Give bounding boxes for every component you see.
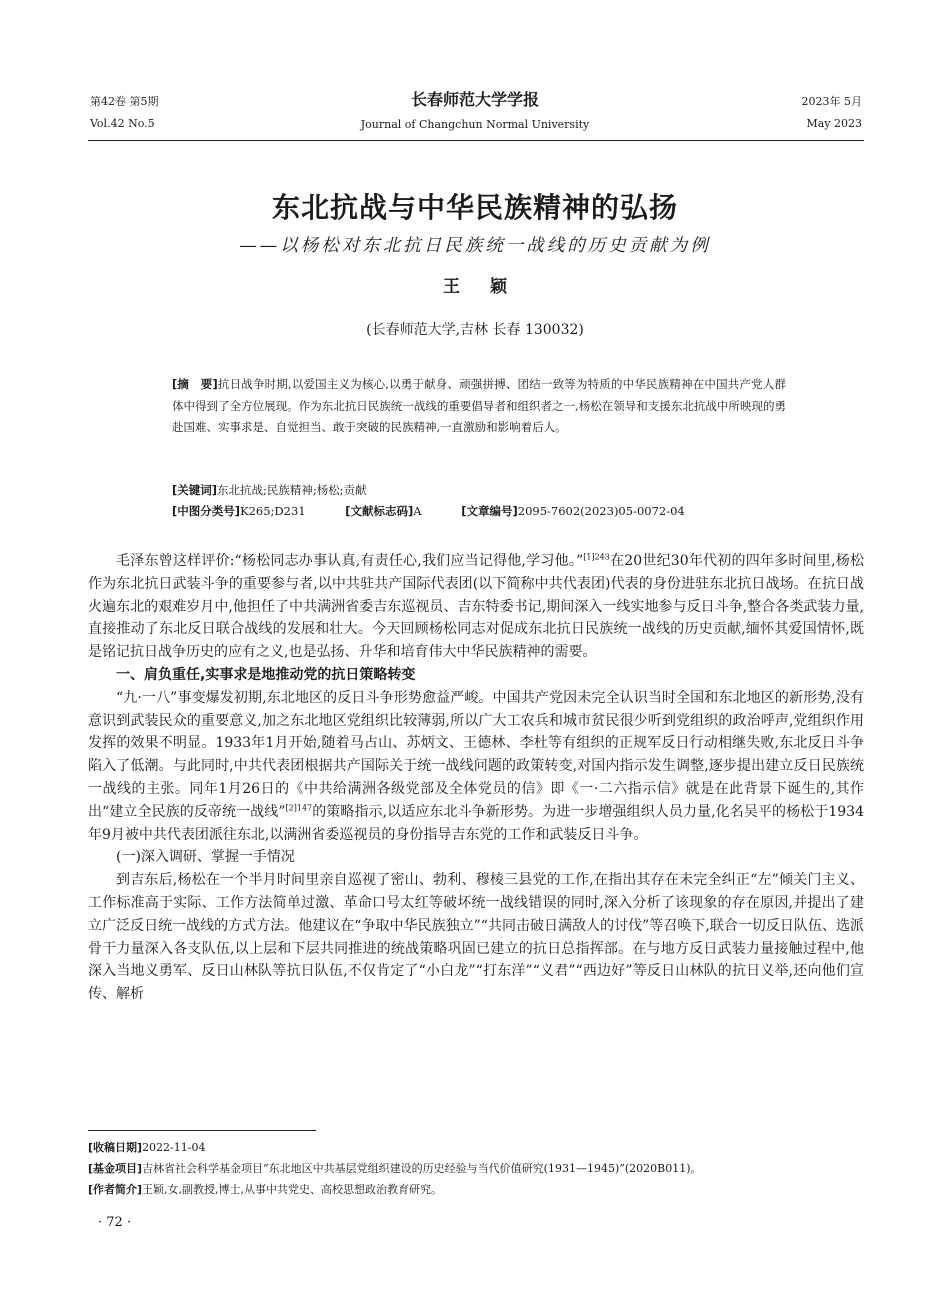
abstract-text: 抗日战争时期,以爱国主义为核心,以勇于献身、顽强拼搏、团结一致等为特质的中华民族精神在中国共产党人群体中得到了全方位展现。作为东北抗日民族统一战线的重要倡导者和组织者之一,杨松在领导和支援东北抗战中所映现的勇赴国难、实事求是、自觉担当、敢于突破的民族精神,一直激励和影响着后人。	[172, 377, 786, 434]
fund-label: [基金项目]	[88, 1162, 143, 1175]
keywords-row	[172, 480, 685, 501]
article-meta	[172, 480, 685, 522]
date-cn: 2023年 5月	[801, 95, 862, 108]
paragraph-text: “九·一八”事变爆发初期,东北地区的反日斗争形势愈益严峻。中国共产党因未完全认识当时全国和东北地区的新形势,没有意识到武装民众的重要意义,加之东北地区党组织比较薄弱,所以广大工农兵和城市贫民很少听到党组织的政治呼声,党组织作用发挥的效果不明显。1933年1月开始,随着马占山、苏炳文、王德林、李杜等有组织的正规军反日行动相继失败,东北反日斗争陷入了低潮。与此同时,中共代表团根据共产国际关于统一战线问题的政策转变,对国内指示发生调整,逐步提出建立反日民族统一战线的主张。同年1月26日的《中共给满洲各级党部及全体党员的信》即《一·二六指示信》就是在此背景下诞生的,其作出“建立全民族的反帝统一战线”	[88, 689, 864, 820]
article-no-value: 2095-7602(2023)05-0072-04	[517, 504, 685, 518]
footnote-fund	[88, 1158, 868, 1179]
article-subtitle: ——以杨松对东北抗日民族统一战线的历史贡献为例	[239, 236, 711, 256]
footnote-author	[88, 1179, 868, 1200]
footnote-divider	[88, 1130, 316, 1131]
paragraph-intro	[88, 550, 864, 664]
article-body	[88, 550, 864, 1006]
article-title: 东北抗战与中华民族精神的弘扬	[271, 191, 678, 224]
author-info-label: [作者简介]	[88, 1183, 143, 1196]
paragraph-text: 的策略指示,以适应东北斗争新形势。为进一步增强组织人员力量,化名吴平的杨松于1934年9月被中共代表团派往东北,以满洲省委巡视员的身份指导吉东党的工作和武装反日斗争。	[88, 803, 864, 843]
abstract	[172, 374, 786, 439]
paragraph-section1	[88, 687, 864, 847]
footnotes	[88, 1137, 868, 1200]
header-date	[802, 95, 863, 131]
citation-ref: [2]147	[285, 803, 313, 813]
paragraph-subsection1: 到吉东后,杨松在一个半月时间里亲自巡视了密山、勃利、穆棱三县党的工作,在指出其存在未完全纠正“左”倾关门主义、工作标准高于实际、工作方法简单过激、革命口号太红等破坏统一战线错误的同时,深入分析了该现象的存在原因,并提出了建立广泛反日统一战线的方式方法。他建议在“争取中华民族独立”“共同击破日满敌人的讨伐”等召唤下,联合一切反日队伍、选派骨干力量深入各支队伍,以上层和下层共同推进的统战策略巩固已建立的抗日总指挥部。在与地方反日武装力量接触过程中,他深入当地义勇军、反日山林队等抗日队伍,不仅肯定了“小白龙”“打东洋”“义君”“西边好”等反日山林队的抗日义举,还向他们宣传、解析	[88, 872, 864, 1003]
footnote-received	[88, 1137, 868, 1158]
date-en: May 2023	[806, 117, 862, 130]
article-author: 王颖	[443, 277, 537, 297]
fund-value: 吉林省社会科学基金项目“东北地区中共基层党组织建设的历史经验与当代价值研究(1931—1945)”(2020B011)。	[142, 1162, 702, 1175]
author-affiliation: (长春师范大学,吉林 长春 130032)	[366, 322, 584, 338]
keywords-label: [关键词]	[172, 483, 218, 497]
volume-cn: 第42卷 第5期	[90, 95, 159, 108]
citation-ref: [1]243	[583, 552, 610, 562]
page-number: · 72 ·	[98, 1215, 132, 1230]
abstract-label: [摘 要]	[172, 377, 218, 391]
received-value: 2022-11-04	[142, 1141, 206, 1154]
paragraph-text: 毛泽东曾这样评价:“杨松同志办事认真,有责任心,我们应当记得他,学习他。”	[116, 553, 584, 569]
received-label: [收稿日期]	[88, 1141, 143, 1154]
subsection-heading: (一)深入调研、掌握一手情况	[116, 849, 295, 866]
keywords-value: 东北抗战;民族精神;杨松;贡献	[217, 483, 367, 497]
author-info-value: 王颖,女,副教授,博士,从事中共党史、高校思想政治教育研究。	[142, 1183, 443, 1196]
journal-name-cn: 长春师范大学学报	[410, 90, 539, 109]
doc-code-label: [文献标志码]	[345, 504, 414, 518]
journal-name-en: Journal of Changchun Normal University	[360, 118, 590, 131]
clc-value: K265;D231	[240, 504, 306, 518]
paragraph-text: 在20世纪30年代初的四年多时间里,杨松作为东北抗日武装斗争的重要参与者,以中共驻共产国际代表团(以下简称中共代表团)代表的身份进驻东北抗日战场。在抗日战火遍东北的艰难岁月中,他担任了中共满洲省委吉东巡视员、吉东特委书记,期间深入一线实地参与反日斗争,整合各类武装力量,直接推动了东北反日联合战线的发展和壮大。今天回顾杨松同志对促成东北抗日民族统一战线的历史贡献,缅怀其爱国情怀,既是铭记抗日战争历史的应有之义,也是弘扬、升华和培育伟大中华民族精神的需要。	[88, 553, 864, 661]
classification-row	[172, 501, 685, 522]
header-divider	[88, 140, 864, 141]
doc-code-value: A	[413, 504, 422, 518]
clc-label: [中图分类号]	[172, 504, 241, 518]
section-heading: 一、肩负重任,实事求是地推动党的抗日策略转变	[116, 666, 416, 683]
volume-en: Vol.42 No.5	[90, 117, 155, 130]
article-no-label: [文章编号]	[461, 504, 518, 518]
